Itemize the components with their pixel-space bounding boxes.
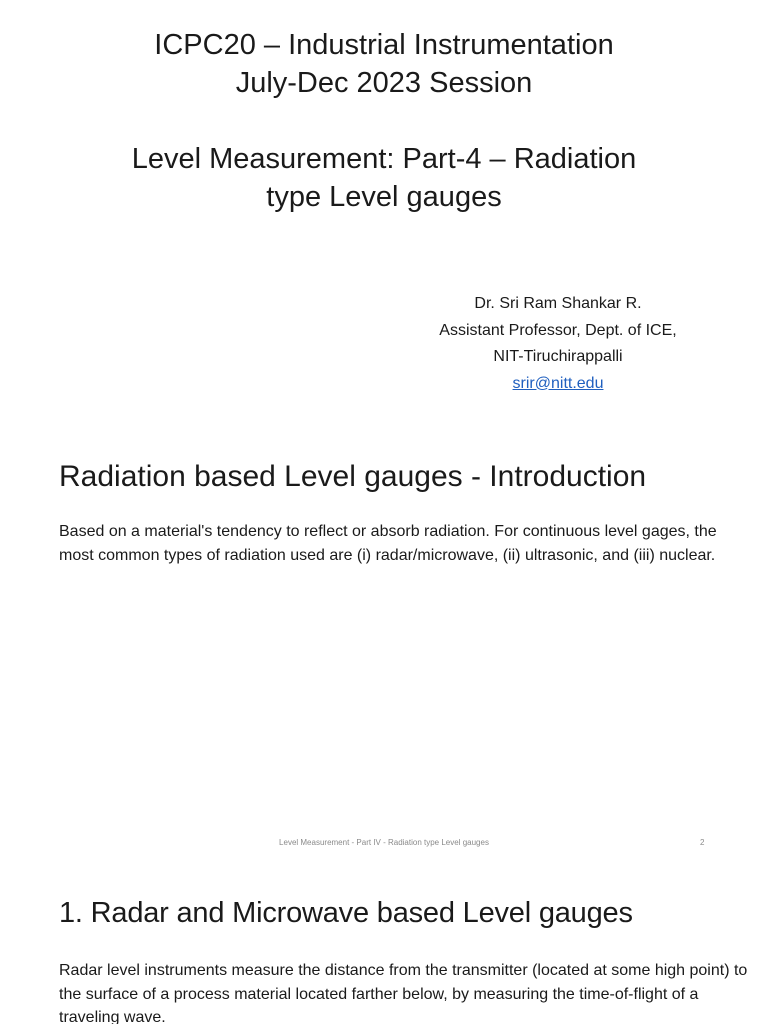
course-title: [0, 26, 768, 102]
slide-body-text: Based on a material's tendency to reflect or absorb radiation. For continuous level gages, the most common types of radiation used are (i) radar/microwave, (ii) ultrasonic, and (iii) nuclear.: [59, 523, 717, 564]
course-title-line2: July-Dec 2023 Session: [235, 67, 533, 99]
course-title-line1: ICPC20 – Industrial Instrumentation: [154, 29, 614, 61]
slide-page-number: 2: [700, 838, 705, 847]
slide-heading: 1. Radar and Microwave based Level gauges: [59, 897, 633, 929]
slide-footer: Level Measurement - Part IV - Radiation type Level gauges: [279, 838, 489, 847]
title-slide: [0, 0, 768, 430]
lecture-title: [0, 140, 768, 216]
slide-body-text: Radar level instruments measure the distance from the transmitter (located at some high point) to the surface of a process material located farther below, by measuring the time-of-flight of a traveling wave.: [59, 962, 748, 1024]
author-institution: NIT-Tiruchirappalli: [493, 348, 623, 365]
author-name: Dr. Sri Ram Shankar R.: [474, 295, 642, 312]
radar-slide: [0, 880, 768, 1024]
lecture-title-line1: Level Measurement: Part-4 – Radiation: [131, 143, 637, 175]
author-position: Assistant Professor, Dept. of ICE,: [439, 321, 677, 339]
lecture-title-line2: type Level gauges: [266, 181, 502, 213]
author-block: [400, 291, 716, 397]
slide-heading: Radiation based Level gauges - Introduction: [59, 460, 647, 493]
author-email-link[interactable]: srir@nitt.edu: [512, 374, 604, 392]
introduction-slide: [0, 440, 768, 860]
